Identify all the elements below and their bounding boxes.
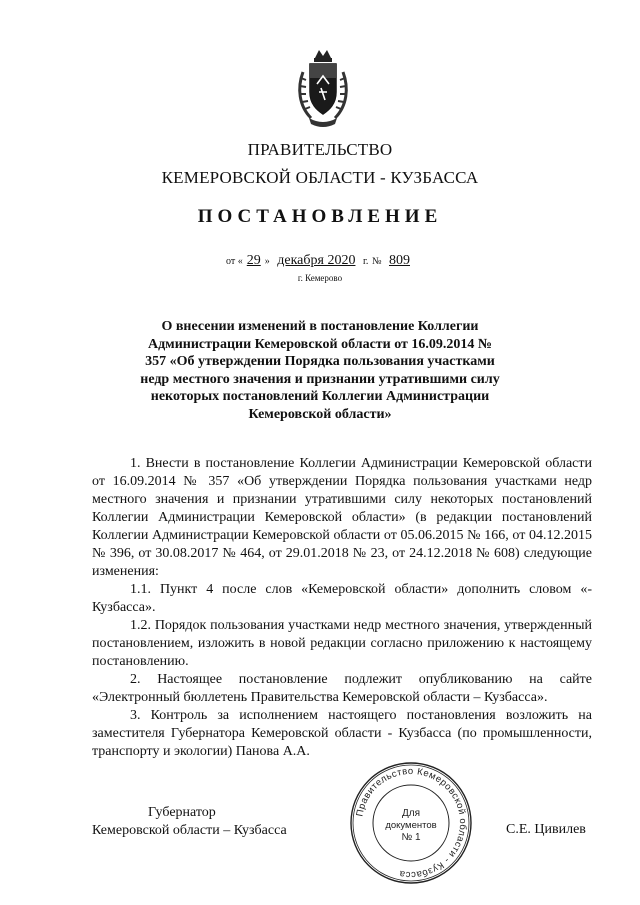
stamp-line2: документов — [385, 820, 437, 831]
signatory-position-line2: Кемеровской области – Кузбасса — [92, 823, 287, 838]
stamp-line3: № 1 — [401, 832, 421, 843]
signatory-position — [92, 804, 287, 840]
city-label: г. Кемерово — [297, 273, 343, 283]
date-from-label: от « — [226, 256, 243, 267]
paragraph-1: 1. Внести в постановление Коллегии Администрации Кемеровской области от 16.09.2014 № 357 «Об утверждении Порядка пользования участками недр местного значения и признании утратившими силу некоторых постановлений Коллегии Администрации Кемеровской области» (в редакции постановлений Коллегии Администрации Кемеровской области от 05.06.2015 № 166, от 04.12.2015 № 396, от 30.08.2017 № 464, от 29.01.2018 № 23, от 24.12.2018 № 608) следующие изменения: — [92, 456, 592, 579]
coat-of-arms-icon — [295, 48, 351, 128]
paragraph-2: 2. Настоящее постановление подлежит опубликованию на сайте «Электронный бюллетень Правительства Кемеровской области – Кузбасса». — [92, 672, 592, 705]
document-type-title: ПОСТАНОВЛЕНИЕ — [197, 206, 443, 227]
date-number-line — [0, 253, 640, 269]
doc-number: 809 — [388, 253, 410, 268]
date-month-year: декабря 2020 — [277, 253, 356, 268]
paragraph-3: 3. Контроль за исполнением настоящего постановления возложить на заместителя Губернатора Кемеровской области - Кузбасса (по промышленности, транспорту и экологии) Панова А.А. — [92, 708, 592, 759]
doc-number-label: № — [371, 256, 382, 267]
paragraph-1-2: 1.2. Порядок пользования участками недр местного значения, утвержденный постановлением, изложить в новой редакции согласно приложению к настоящему постановлению. — [92, 618, 592, 669]
government-name-line2: КЕМЕРОВСКОЙ ОБЛАСТИ - КУЗБАССА — [161, 168, 479, 187]
official-stamp — [348, 760, 474, 886]
paragraph-1-1: 1.1. Пункт 4 после слов «Кемеровской области» дополнить словом «- Кузбасса». — [92, 582, 592, 615]
signatory-name: С.Е. Цивилев — [506, 822, 586, 837]
stamp-ring-text: Правительство Кемеровской области - Кузбасса — [354, 765, 469, 881]
date-day-close: » — [264, 256, 270, 267]
stamp-line1: Для — [401, 808, 421, 819]
government-name-line1: ПРАВИТЕЛЬСТВО — [247, 140, 393, 159]
date-year-suffix: г. — [362, 256, 369, 267]
resolution-subject: О внесении изменений в постановление Коллегии Администрации Кемеровской области от 16.09.2014 № 357 «Об утверждении Порядка пользования участками недр местного значения и признании утратившими силу некоторых постановлений Коллегии Администрации Кемеровской области» — [140, 319, 500, 422]
signatory-position-line1: Губернатор — [148, 805, 216, 820]
date-day: 29 — [246, 253, 261, 268]
resolution-body — [92, 455, 592, 761]
